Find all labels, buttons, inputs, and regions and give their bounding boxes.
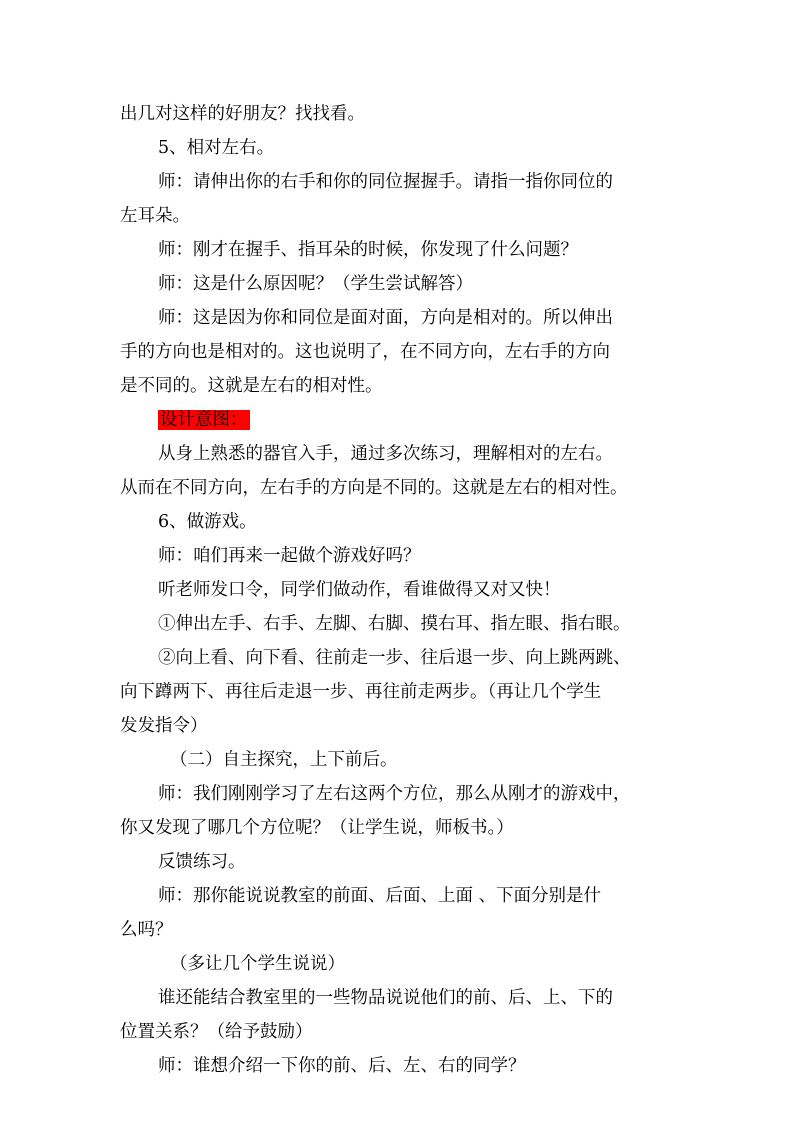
paragraph-line: （多让几个学生说说） bbox=[170, 954, 345, 974]
paragraph-line: ①伸出左手、右手、左脚、右脚、摸右耳、指左眼、指右眼。 bbox=[158, 614, 631, 634]
paragraph-line: 师：这是因为你和同位是面对面，方向是相对的。所以伸出 bbox=[158, 308, 613, 328]
design-intent-label bbox=[158, 403, 250, 437]
paragraph-line: 发发指令） bbox=[120, 716, 208, 736]
paragraph-line: 师：请伸出你的右手和你的同位握握手。请指一指你同位的 bbox=[158, 172, 613, 192]
paragraph-line: 位置关系？（给予鼓励） bbox=[120, 1022, 313, 1042]
paragraph-line: 师：刚才在握手、指耳朵的时候，你发现了什么问题？ bbox=[158, 240, 578, 260]
paragraph-line: 师：那你能说说教室的前面、后面、上面 、下面分别是什 bbox=[158, 886, 602, 906]
paragraph-line: 师：谁想介绍一下你的前、后、左、右的同学？ bbox=[158, 1056, 526, 1076]
section-heading: （二）自主探究，上下前后。 bbox=[170, 750, 398, 770]
paragraph-line: 谁还能结合教室里的一些物品说说他们的前、后、上、下的 bbox=[158, 988, 613, 1008]
paragraph-line: 师：咱们再来一起做个游戏好吗？ bbox=[158, 546, 421, 566]
paragraph-line: 你又发现了哪几个方位呢？（让学生说，师板书。） bbox=[120, 818, 514, 838]
section-heading: 6、做游戏。 bbox=[158, 512, 257, 532]
paragraph-line: 向下蹲两下、再往后走退一步、再往前走两步。（再让几个学生 bbox=[120, 682, 602, 702]
paragraph-line: 是不同的。这就是左右的相对性。 bbox=[120, 376, 383, 396]
paragraph-line: 左耳朵。 bbox=[120, 206, 190, 226]
paragraph-line: 师：这是什么原因呢？（学生尝试解答） bbox=[158, 274, 473, 294]
highlight-marker: 设计意图： bbox=[160, 410, 248, 430]
paragraph-line: 从而在不同方向，左右手的方向是不同的。这就是左右的相对性。 bbox=[120, 478, 628, 498]
paragraph-line: 出几对这样的好朋友？找找看。 bbox=[120, 104, 365, 124]
paragraph-line: 从身上熟悉的器官入手，通过多次练习，理解相对的左右。 bbox=[158, 444, 613, 464]
paragraph-line: 么吗？ bbox=[120, 920, 173, 940]
paragraph-line: ②向上看、向下看、往前走一步、往后退一步、向上跳两跳、 bbox=[158, 648, 631, 668]
section-heading: 5、相对左右。 bbox=[158, 138, 275, 158]
paragraph-line: 手的方向也是相对的。这也说明了，在不同方向，左右手的方向 bbox=[120, 342, 610, 362]
paragraph-line: 反馈练习。 bbox=[158, 852, 246, 872]
paragraph-line: 听老师发口令，同学们做动作，看谁做得又对又快！ bbox=[158, 580, 561, 600]
paragraph-line: 师：我们刚刚学习了左右这两个方位，那么从刚才的游戏中， bbox=[158, 784, 631, 804]
